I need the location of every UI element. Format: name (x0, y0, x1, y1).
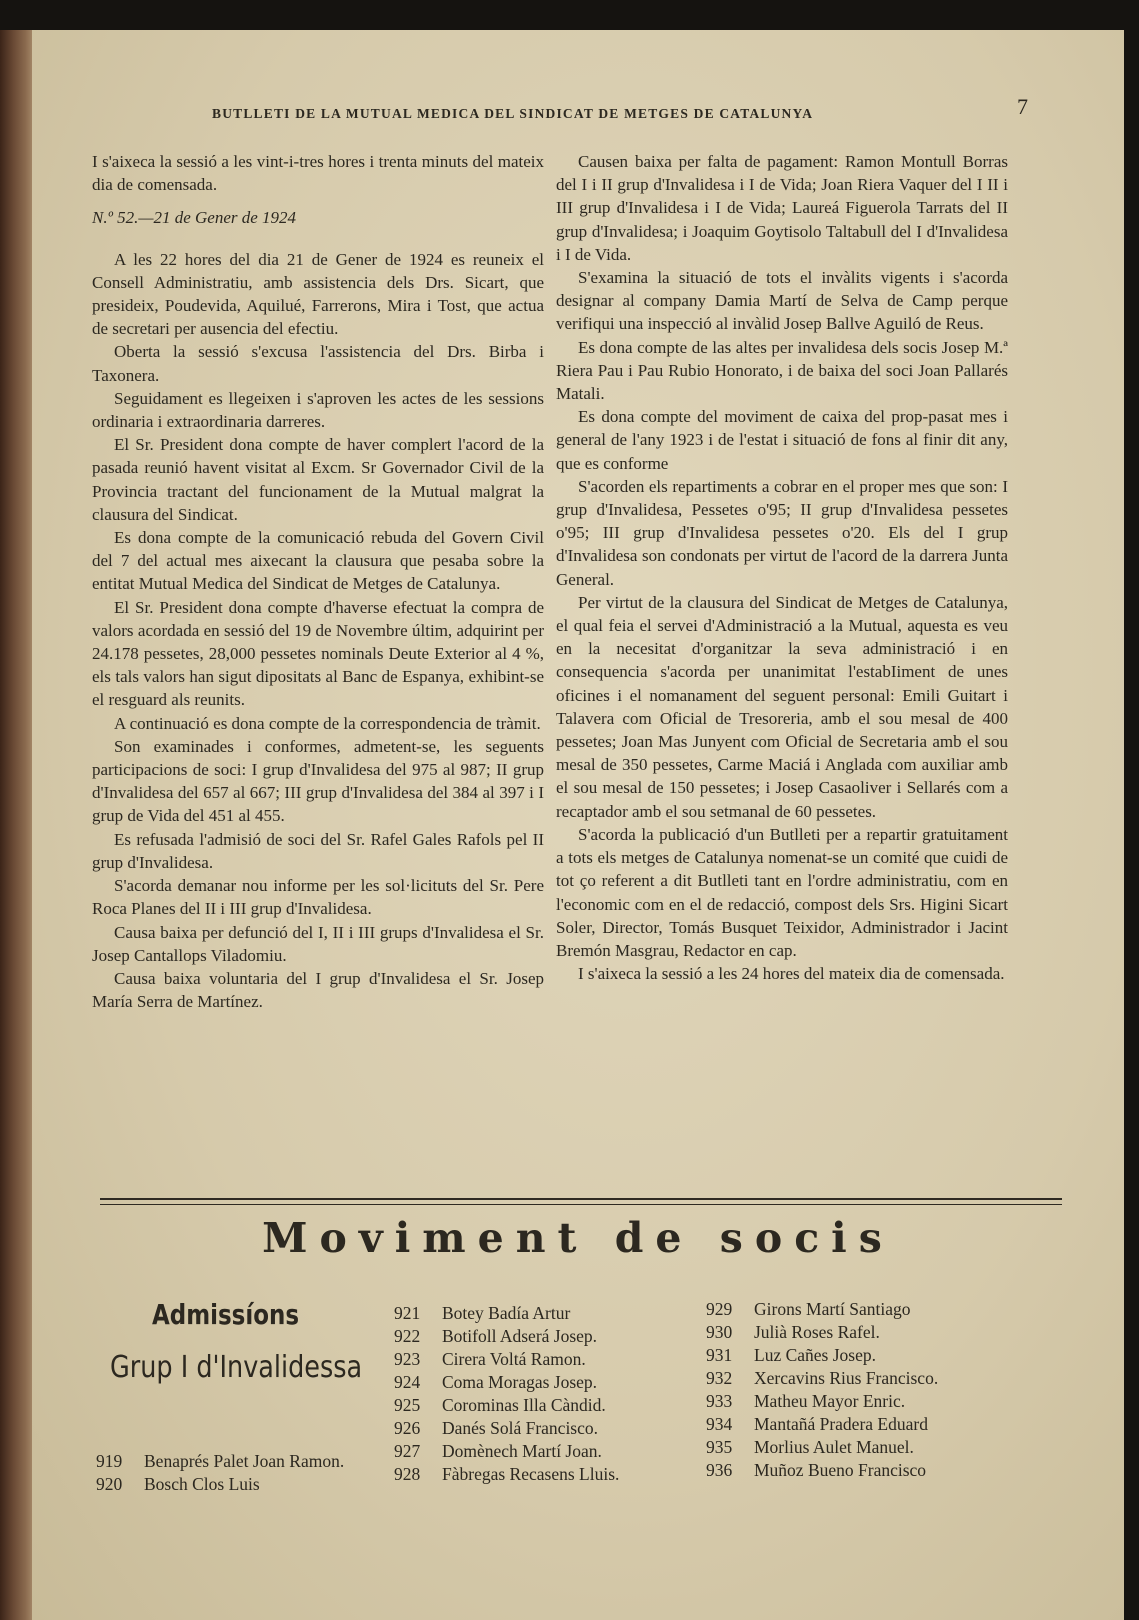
list-item (394, 1394, 684, 1417)
members-list-col2 (394, 1302, 684, 1486)
member-number: 931 (706, 1345, 733, 1365)
member-name: Matheu Mayor Enric. (754, 1391, 906, 1411)
list-item (394, 1440, 684, 1463)
paragraph: Seguidament es llegeixen i s'aproven les actes de les sessions ordinaria i extraordinaria darreres. (92, 388, 544, 432)
paragraph: S'examina la situació de tots el invàlits vigents i s'acorda designar al company Damia Martí de Selva de Camp perque verifiqui una inspecció al invàlid Josep Ballve Aguiló de Reus. (556, 268, 1008, 334)
paragraph: Es dona compte de las altes per invalidesa dels socis Josep M.ª Riera Pau i Pau Rubio Honorato, i de baixa del soci Joan Pallarés Matali. (556, 337, 1008, 404)
section-divider (100, 1198, 1062, 1200)
member-number: 922 (394, 1326, 421, 1346)
member-name: Corominas Illa Càndid. (442, 1395, 606, 1415)
paragraph: Causa baixa voluntaria del I grup d'Invalidesa el Sr. Josep María Serra de Martínez. (92, 968, 544, 1012)
paragraph: S'acorda demanar nou informe per les sol·licituts del Sr. Pere Roca Planes del II i III grup d'Invalidesa. (92, 876, 544, 919)
paragraph: Es dona compte del moviment de caixa del prop-pasat mes i general de l'any 1923 i de l'estat i situació de fons al finir dit any, que es conforme (556, 407, 1008, 473)
member-number: 930 (706, 1322, 733, 1342)
list-item (96, 1473, 366, 1496)
list-item (706, 1321, 1036, 1344)
list-item (706, 1344, 1036, 1367)
member-number: 921 (394, 1303, 421, 1323)
member-number: 919 (96, 1451, 123, 1471)
member-number: 929 (706, 1299, 733, 1319)
paragraph: I s'aixeca la sessió a les vint-i-tres hores i trenta minuts del mateix dia de comensada. (92, 152, 544, 195)
paragraph: Son examinades i conformes, admetent-se, les seguents participacions de soci: I grup d'Invalidesa del 975 al 987; II grup d'Invalidesa del 657 al 667; III grup d'Invalidesa del 384 al 397 i I grup de Vida del 451 al 455. (92, 736, 544, 826)
list-item (706, 1390, 1036, 1413)
right-text-column (556, 150, 1008, 985)
list-item (394, 1325, 684, 1348)
session-heading: N.º 52.—21 de Gener de 1924 (92, 208, 297, 228)
member-name: Domènech Martí Joan. (442, 1441, 602, 1461)
member-name: Cirera Voltá Ramon. (442, 1349, 586, 1369)
list-item (394, 1302, 684, 1325)
member-name: Bosch Clos Luis (144, 1474, 260, 1494)
member-name: Mantañá Pradera Eduard (754, 1414, 928, 1434)
section-divider (100, 1204, 1062, 1205)
member-name: Luz Cañes Josep. (754, 1345, 876, 1365)
paragraph: I s'aixeca la sessió a les 24 hores del mateix dia de comensada. (578, 964, 1005, 984)
list-item (394, 1463, 684, 1486)
list-item (394, 1371, 684, 1394)
paragraph: Es dona compte de la comunicació rebuda del Govern Civil del 7 del actual mes aixecant la clausura que pesaba sobre la entitat Mutual Medica del Sindicat de Metges de Catalunya. (92, 528, 544, 594)
members-list-col3 (706, 1298, 1036, 1482)
list-item (706, 1413, 1036, 1436)
list-item (706, 1436, 1036, 1459)
member-name: Julià Roses Rafel. (754, 1322, 880, 1342)
paragraph: Oberta la sessió s'excusa l'assistencia del Drs. Birba i Taxonera. (92, 342, 544, 385)
paragraph: El Sr. President dona compte de haver complert l'acord de la pasada reunió havent visitat al Excm. Sr Governador Civil de la Provincia tractant del funcionament de la Mutual malgrat la clausura del Sindicat. (92, 435, 544, 524)
member-number: 923 (394, 1349, 421, 1369)
member-number: 927 (394, 1441, 421, 1461)
member-number: 936 (706, 1460, 733, 1480)
members-list-col1 (96, 1450, 366, 1496)
running-header: BUTLLETI DE LA MUTUAL MEDICA DEL SINDICAT DE METGES DE CATALUNYA (212, 106, 814, 121)
list-item (96, 1450, 366, 1473)
member-number: 935 (706, 1437, 733, 1457)
member-name: Fàbregas Recasens Lluis. (442, 1464, 620, 1484)
paragraph: Es refusada l'admisió de soci del Sr. Rafel Gales Rafols pel II grup d'Invalidesa. (92, 829, 544, 872)
member-number: 925 (394, 1395, 421, 1415)
member-name: Morlius Aulet Manuel. (754, 1437, 914, 1457)
paragraph: El Sr. President dona compte d'haverse efectuat la compra de valors acordada en sessió del 19 de Novembre últim, adquirint per 24.178 pessetes, 28,000 pessetes nominals Deute Exterior al 4 %, els tals valors han sigut dipositats al Banc de Espanya, exhibint-se el resguard als reunits. (92, 597, 544, 710)
member-name: Botey Badía Artur (442, 1303, 571, 1323)
member-number: 920 (96, 1474, 123, 1494)
list-item (706, 1367, 1036, 1390)
section-title: Moviment de socis (262, 1214, 894, 1262)
paragraph: A continuació es dona compte de la correspondencia de tràmit. (114, 713, 541, 733)
member-name: Xercavins Rius Francisco. (754, 1368, 939, 1388)
document-page (32, 30, 1124, 1620)
member-name: Danés Solá Francisco. (442, 1418, 599, 1438)
subsection-heading: Admissíons (152, 1298, 299, 1331)
group-heading: Grup I d'Invalidessa (110, 1350, 363, 1385)
paragraph: Causen baixa per falta de pagament: Ramon Montull Borras del I i II grup d'Invalidesa i I de Vida; Joan Riera Vaquer del I II i III grup d'Invalidesa i I de Vida; Laureá Figuerola Tarrats del II grup d'Invalidesa; i Joaquim Goytisolo Taltabull del I d'Invalidesa i I de Vida. (556, 152, 1008, 264)
paragraph: Causa baixa per defunció del I, II i III grups d'Invalidesa el Sr. Josep Cantallops Viladomiu. (92, 922, 544, 965)
page-number: 7 (1017, 94, 1028, 119)
paragraph: A les 22 hores del dia 21 de Gener de 1924 es reuneix el Consell Administratiu, amb assistencia dels Drs. Sicart, que presideix, Poudevida, Aquilué, Farrerons, Mira i Tost, que actua de secretari per ausencia del efectiu. (92, 249, 544, 339)
member-number: 928 (394, 1464, 421, 1484)
member-number: 934 (706, 1414, 733, 1434)
left-text-column (92, 150, 544, 1013)
paragraph: Per virtut de la clausura del Sindicat de Metges de Catalunya, el qual feia el servei d'Administració a la Mutual, aquesta es veu en la necesitat d'organitzar la seva administració i en consequencia s'acorda per unanimitat l'estabIiment de unes oficines i el nomanament del seguent personal: Emili Guitart i Talavera com Oficial de Tresoreria, amb el sou mesal de 400 pessetes; Joan Mas Junyent com Oficial de Secretaria amb el sou mesal de 350 pessetes, Carme Maciá i Anglada com auxiliar amb el sou mesal de 150 pessetes; i Josep Casaoliver i Sellarés com a recaptador amb el sou setmanal de 60 pessetes. (556, 592, 1008, 821)
paragraph: S'acorden els repartiments a cobrar en el proper mes que son: I grup d'Invalidesa, Pessetes o'95; II grup d'Invalidesa pessetes o'95; III grup d'Invalidesa pessetes o'20. Els del I grup d'Invalidesa son condonats per virtut de l'acord de la darrera Junta General. (556, 476, 1008, 589)
book-binding-edge (0, 30, 34, 1620)
member-name: Botifoll Adserá Josep. (442, 1326, 598, 1346)
member-number: 924 (394, 1372, 421, 1392)
member-name: Benaprés Palet Joan Ramon. (144, 1451, 345, 1471)
member-name: Coma Moragas Josep. (442, 1372, 598, 1392)
member-name: Muñoz Bueno Francisco (754, 1460, 927, 1480)
list-item (394, 1417, 684, 1440)
member-number: 932 (706, 1368, 733, 1388)
list-item (706, 1298, 1036, 1321)
list-item (706, 1459, 1036, 1482)
paragraph: S'acorda la publicació d'un Butlleti per a repartir gratuitament a tots els metges de Catalunya nomenat-se un comité que cuidi de tot ço referent a dit Butlleti tant en l'ordre administratiu, com en l'economic com en el de redacció, compost dels Srs. Higini Sicart Soler, Director, Tomás Busquet Teixidor, Administrador i Jacint Bremón Masgrau, Redactor en cap. (556, 824, 1008, 960)
member-number: 926 (394, 1418, 421, 1438)
list-item (394, 1348, 684, 1371)
member-name: Girons Martí Santiago (754, 1299, 911, 1319)
member-number: 933 (706, 1391, 733, 1411)
